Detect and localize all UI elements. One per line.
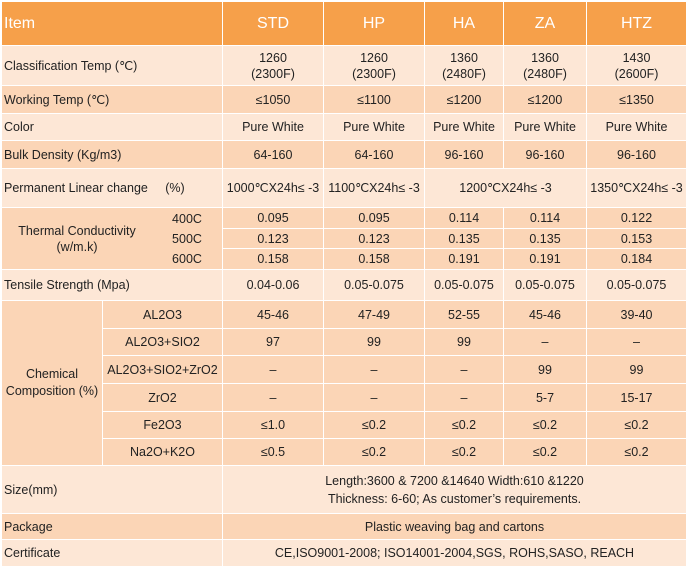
chem-row	[2, 412, 687, 439]
color-value: Pure White	[504, 114, 587, 141]
chem-row	[2, 384, 687, 412]
bulk-density-value: 96-160	[587, 141, 687, 169]
chem-name: Na2O+K2O	[103, 439, 223, 466]
thermal-value: 0.123	[223, 229, 324, 249]
thermal-value: 0.123	[324, 229, 425, 249]
classification-temp-value: 1360 (2480F)	[504, 46, 587, 86]
color-row	[2, 114, 687, 141]
thermal-value: 0.114	[425, 208, 504, 229]
bulk-density-value: 96-160	[425, 141, 504, 169]
header-row	[2, 2, 687, 46]
chem-row	[2, 329, 687, 356]
color-label: Color	[2, 114, 223, 141]
chem-value: ≤0.2	[587, 412, 687, 439]
chem-value: ≤0.2	[504, 412, 587, 439]
thermal-value: 0.095	[223, 208, 324, 229]
chem-value: 5-7	[504, 384, 587, 412]
certificate-label: Certificate	[2, 540, 223, 567]
working-temp-value: ≤1100	[324, 86, 425, 114]
classification-temp-label: Classification Temp (℃)	[2, 46, 223, 86]
chem-value: –	[425, 356, 504, 384]
size-label: Size(mm)	[2, 466, 223, 514]
thermal-label-cell	[2, 208, 223, 270]
tensile-strength-value: 0.05-0.075	[425, 270, 504, 301]
classification-temp-value: 1260 (2300F)	[324, 46, 425, 86]
working-temp-value: ≤1050	[223, 86, 324, 114]
certificate-row	[2, 540, 687, 567]
working-temp-value: ≤1200	[504, 86, 587, 114]
linear-change-label: Permanent Linear change (%)	[2, 169, 223, 208]
bulk-density-row	[2, 141, 687, 169]
thermal-temp-600: 600C	[172, 251, 202, 266]
header-grade-std: STD	[223, 2, 324, 46]
chem-value: –	[504, 329, 587, 356]
linear-change-row	[2, 169, 687, 208]
chem-value: –	[587, 329, 687, 356]
size-row	[2, 466, 687, 514]
chem-row	[2, 301, 687, 329]
chem-value: ≤0.2	[504, 439, 587, 466]
thermal-value: 0.158	[324, 249, 425, 270]
header-item: Item	[2, 2, 223, 46]
linear-change-hp: 1100℃X24h≤ -3	[324, 169, 425, 208]
chem-value: –	[223, 356, 324, 384]
color-value: Pure White	[425, 114, 504, 141]
thermal-value: 0.153	[587, 229, 687, 249]
tensile-strength-value: 0.05-0.075	[587, 270, 687, 301]
header-grade-ha: HA	[425, 2, 504, 46]
chem-value: ≤0.2	[324, 412, 425, 439]
linear-change-std: 1000℃X24h≤ -3	[223, 169, 324, 208]
thermal-value: 0.122	[587, 208, 687, 229]
thermal-value: 0.191	[425, 249, 504, 270]
tensile-strength-row	[2, 270, 687, 301]
thermal-conductivity-label: Thermal Conductivity (w/m.k)	[18, 223, 136, 254]
chem-value: –	[324, 384, 425, 412]
package-value: Plastic weaving bag and cartons	[223, 514, 687, 540]
chem-value: 99	[324, 329, 425, 356]
bulk-density-value: 64-160	[324, 141, 425, 169]
chem-name: ZrO2	[103, 384, 223, 412]
chem-value: ≤0.2	[324, 439, 425, 466]
chem-value: 97	[223, 329, 324, 356]
linear-change-htz: 1350℃X24h≤ -3	[587, 169, 687, 208]
chem-name: AL2O3+SIO2+ZrO2	[103, 356, 223, 384]
color-value: Pure White	[587, 114, 687, 141]
classification-temp-row	[2, 46, 687, 86]
chem-value: ≤0.2	[425, 412, 504, 439]
chem-value: ≤1.0	[223, 412, 324, 439]
chem-name: Fe2O3	[103, 412, 223, 439]
thermal-value: 0.095	[324, 208, 425, 229]
color-value: Pure White	[223, 114, 324, 141]
thermal-value: 0.184	[587, 249, 687, 270]
classification-temp-value: 1360 (2480F)	[425, 46, 504, 86]
chem-value: 47-49	[324, 301, 425, 329]
thermal-temp-400: 400C	[172, 211, 202, 226]
package-label: Package	[2, 514, 223, 540]
bulk-density-value: 64-160	[223, 141, 324, 169]
chem-name: AL2O3	[103, 301, 223, 329]
chem-name: AL2O3+SIO2	[103, 329, 223, 356]
working-temp-label: Working Temp (℃)	[2, 86, 223, 114]
tensile-strength-label: Tensile Strength (Mpa)	[2, 270, 223, 301]
chem-value: 99	[425, 329, 504, 356]
bulk-density-label: Bulk Density (Kg/m3)	[2, 141, 223, 169]
chem-value: ≤0.5	[223, 439, 324, 466]
chem-value: ≤0.2	[425, 439, 504, 466]
chem-value: 99	[587, 356, 687, 384]
package-row	[2, 514, 687, 540]
thermal-value: 0.158	[223, 249, 324, 270]
thermal-row	[2, 208, 687, 229]
tensile-strength-value: 0.05-0.075	[504, 270, 587, 301]
linear-change-ha-za: 1200℃X24h≤ -3	[425, 169, 587, 208]
working-temp-row	[2, 86, 687, 114]
chem-value: 99	[504, 356, 587, 384]
chem-value: –	[324, 356, 425, 384]
working-temp-value: ≤1350	[587, 86, 687, 114]
bulk-density-value: 96-160	[504, 141, 587, 169]
color-value: Pure White	[324, 114, 425, 141]
chem-value: –	[223, 384, 324, 412]
working-temp-value: ≤1200	[425, 86, 504, 114]
thermal-value: 0.135	[425, 229, 504, 249]
spec-table	[1, 1, 687, 567]
header-grade-htz: HTZ	[587, 2, 687, 46]
chem-value: 39-40	[587, 301, 687, 329]
thermal-value: 0.114	[504, 208, 587, 229]
classification-temp-value: 1430 (2600F)	[587, 46, 687, 86]
chem-value: –	[425, 384, 504, 412]
tensile-strength-value: 0.05-0.075	[324, 270, 425, 301]
chem-value: 45-46	[223, 301, 324, 329]
size-value: Length:3600 & 7200 &14640 Width:610 &1220 Thickness: 6-60; As customer’s requirements.	[223, 466, 687, 514]
chem-row	[2, 439, 687, 466]
chemical-composition-label: Chemical Composition (%)	[2, 301, 103, 466]
tensile-strength-value: 0.04-0.06	[223, 270, 324, 301]
chem-value: 45-46	[504, 301, 587, 329]
chem-value: ≤0.2	[587, 439, 687, 466]
certificate-value: CE,ISO9001-2008; ISO14001-2004,SGS, ROHS,SASO, REACH	[223, 540, 687, 567]
thermal-value: 0.135	[504, 229, 587, 249]
header-grade-za: ZA	[504, 2, 587, 46]
chem-row	[2, 356, 687, 384]
chem-value: 15-17	[587, 384, 687, 412]
classification-temp-value: 1260 (2300F)	[223, 46, 324, 86]
header-grade-hp: HP	[324, 2, 425, 46]
chem-value: 52-55	[425, 301, 504, 329]
thermal-temp-500: 500C	[172, 231, 202, 246]
thermal-value: 0.191	[504, 249, 587, 270]
